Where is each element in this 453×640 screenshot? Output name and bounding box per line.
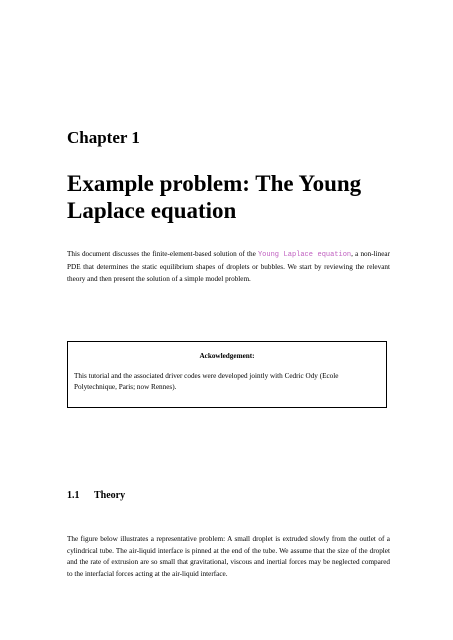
intro-text-before: This document discusses the finite-element-based solution of the <box>67 250 258 258</box>
intro-paragraph <box>67 248 390 285</box>
intro-text-after: , a non-linear PDE that determines the static equilibrium shapes of droplets or bubbles. We start by reviewing the relevant theory and then present the solution of a simple model problem. <box>67 250 390 283</box>
chapter-label: Chapter 1 <box>67 128 140 147</box>
theory-paragraph: The figure below illustrates a representative problem: A small droplet is extruded slowly from the outlet of a cylindrical tube. The air-liquid interface is pinned at the end of the tube. We assume that the size of the droplet and the rate of extrusion are so small that gravitational, viscous and inertial forces may be neglected compared to the interfacial forces acting at the air-liquid interface. <box>67 535 390 579</box>
acknowledgement-box <box>67 341 387 408</box>
young-laplace-link[interactable]: Young Laplace equation <box>257 251 352 259</box>
acknowledgement-heading: Ackowledgement: <box>199 352 255 360</box>
acknowledgement-body: This tutorial and the associated driver codes were developed jointly with Cedric Ody (Ecole Polytechnique, Paris; now Rennes). <box>74 372 339 391</box>
section-heading <box>67 489 125 502</box>
section-title: Theory <box>94 490 126 501</box>
section-number: 1.1 <box>67 490 80 501</box>
chapter-title: Example problem: The Young Laplace equation <box>67 171 362 223</box>
